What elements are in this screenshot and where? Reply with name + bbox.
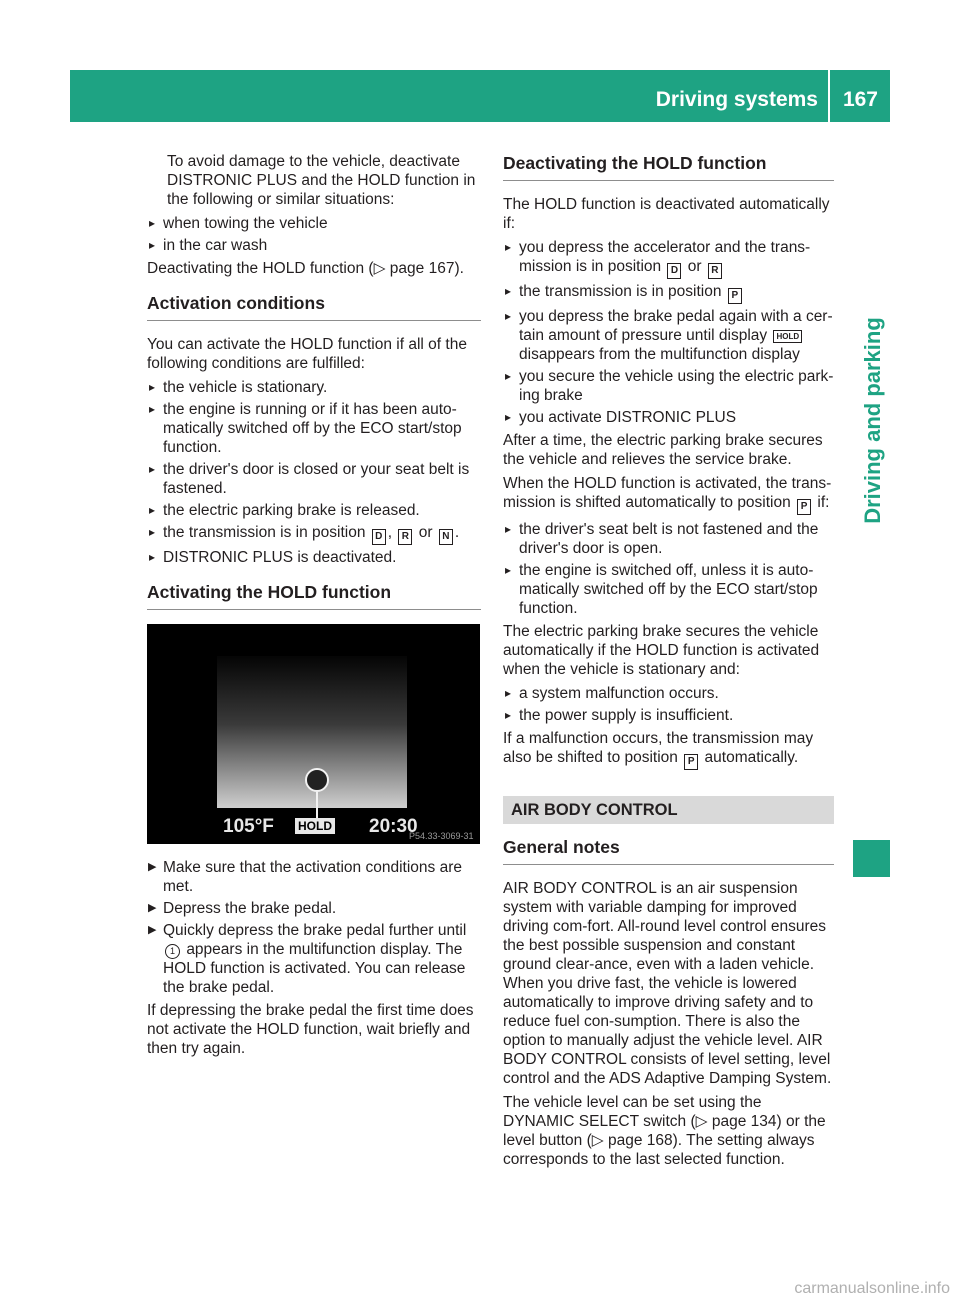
callout-marker-icon [305, 768, 329, 792]
retry-note: If depressing the brake pedal the first time does not activate the HOLD function, wait briefly and then try again. [147, 1002, 474, 1057]
list-item: ▸ a system malfunction occurs. [503, 684, 834, 703]
general-notes-heading: General notes [503, 836, 834, 865]
list-item [503, 307, 834, 364]
malfunction-note [503, 729, 834, 770]
display-temperature: 105°F [223, 816, 274, 837]
activation-conditions-heading: Activation conditions [147, 292, 481, 321]
auto-shift-note [503, 474, 834, 515]
header-bar [70, 70, 890, 122]
callout-1-icon: 1 [165, 944, 180, 959]
gear-r-icon: R [398, 529, 412, 545]
list-item: ▸ the power supply is insufficient. [503, 706, 834, 725]
list-text: you depress the accelerator and the trans-mission is in position [519, 239, 811, 275]
chapter-marker [853, 840, 890, 877]
right-column [503, 152, 834, 1174]
list-text: . [454, 524, 460, 541]
left-column [147, 152, 481, 1063]
gear-d-icon: D [667, 263, 681, 279]
step-item: ▶ Make sure that the activation conditions are met. [147, 858, 481, 896]
page-number: 167 [842, 88, 878, 111]
paragraph-text: When the HOLD function is activated, the trans-mission is shifted automatically to position [503, 475, 832, 511]
paragraph-text: if: [817, 494, 830, 511]
paragraph-text: automatically. [704, 749, 799, 766]
activation-intro: You can activate the HOLD function if all of the following conditions are fulfilled: [147, 336, 467, 372]
display-hold-indicator: HOLD [295, 818, 335, 834]
list-item: ▸ the driver's door is closed or your seat belt is fastened. [147, 460, 481, 498]
list-item: ▸ DISTRONIC PLUS is deactivated. [147, 548, 481, 567]
deactivating-list [503, 238, 834, 427]
chapter-side-tab [855, 286, 890, 554]
page-reference: Deactivating the HOLD function (▷ page 167). [147, 260, 464, 277]
air-body-description: AIR BODY CONTROL is an air suspension system with variable damping for improved driving com-fort. All-round level control ensures the best possible suspension and constant ground clear-ance, even with a laden vehicle. When you drive fast, the vehicle is lowered automatically to improve driving safety and to reduce fuel con-sumption. There is also the option to manually adjust the vehicle level. AIR BODY CONTROL consists of level setting, level control and the ADS Adaptive Damping System. [503, 880, 832, 1087]
activation-list [147, 378, 481, 567]
list-item [147, 523, 481, 545]
list-item [503, 282, 834, 304]
display-time: 20:30 [369, 816, 418, 837]
gear-d-icon: D [372, 529, 386, 545]
list-text: disappears from the multifunction display [519, 346, 800, 363]
list-item: ▸ the electric parking brake is released. [147, 501, 481, 520]
list-item: ▸ the driver's seat belt is not fastened and the driver's door is open. [503, 520, 834, 558]
list-item: ▸ the vehicle is stationary. [147, 378, 481, 397]
header-divider [828, 70, 830, 122]
watermark: carmanualsonline.info [794, 1280, 950, 1297]
parking-brake-note: The electric parking brake secures the vehicle automatically if the HOLD function is activated when the vehicle is stationary and: [503, 623, 820, 678]
deactivating-heading: Deactivating the HOLD function [503, 152, 834, 181]
gear-p-icon: P [684, 754, 698, 770]
list-item: ▸ the engine is switched off, unless it is auto-matically switched off by the ECO start/stop function. [503, 561, 834, 618]
hold-display-icon: HOLD [773, 330, 802, 343]
list-text: you depress the brake pedal again with a cer-tain amount of pressure until display [519, 308, 833, 344]
list-item: ▸ you secure the vehicle using the electric park-ing brake [503, 367, 834, 405]
list-item: ▸ you activate DISTRONIC PLUS [503, 408, 834, 427]
list-text: the transmission is in position [519, 283, 722, 300]
step-item: ▶ Depress the brake pedal. [147, 899, 481, 918]
gear-p-icon: P [797, 499, 811, 515]
list-item [503, 238, 834, 279]
intro-list [147, 214, 481, 255]
list-text: or [687, 258, 702, 275]
step-item [147, 921, 481, 997]
activation-steps [147, 858, 481, 997]
air-body-control-title: AIR BODY CONTROL [503, 796, 834, 824]
gear-p-icon: P [728, 288, 742, 304]
multifunction-display-image [147, 624, 480, 844]
vehicle-level-note: The vehicle level can be set using the DYNAMIC SELECT switch (▷ page 134) or the level button (▷ page 168). The setting always corresponds to the last selected function. [503, 1094, 826, 1168]
paragraph-text: If a malfunction occurs, the transmission may also be shifted to position [503, 730, 814, 766]
service-brake-note: After a time, the electric parking brake secures the vehicle and relieves the service brake. [503, 432, 823, 468]
intro-warning: To avoid damage to the vehicle, deactivate DISTRONIC PLUS and the HOLD function in the following or similar situations: [167, 153, 476, 208]
list-item: ▸ in the car wash [147, 236, 481, 255]
step-text: Quickly depress the brake pedal further until [163, 922, 467, 939]
list-item: ▸ when towing the vehicle [147, 214, 481, 233]
list-text: the transmission is in position [163, 524, 366, 541]
activating-heading: Activating the HOLD function [147, 581, 481, 610]
list-item: ▸ the engine is running or if it has been auto-matically switched off by the ECO start/stop function. [147, 400, 481, 457]
list-text: , [387, 524, 393, 541]
list-text: or [418, 524, 433, 541]
chapter-label: Driving and parking [860, 316, 885, 524]
deactivating-intro: The HOLD function is deactivated automatically if: [503, 196, 830, 232]
image-code: P54.33-3069-31 [409, 831, 474, 841]
callout-line [316, 792, 318, 818]
gear-r-icon: R [708, 263, 722, 279]
section-title: Driving systems [655, 88, 818, 111]
parking-brake-list [503, 684, 834, 725]
gear-n-icon: N [439, 529, 453, 545]
auto-shift-list [503, 520, 834, 618]
step-text: appears in the multifunction display. The HOLD function is activated. You can release the brake pedal. [163, 941, 466, 996]
